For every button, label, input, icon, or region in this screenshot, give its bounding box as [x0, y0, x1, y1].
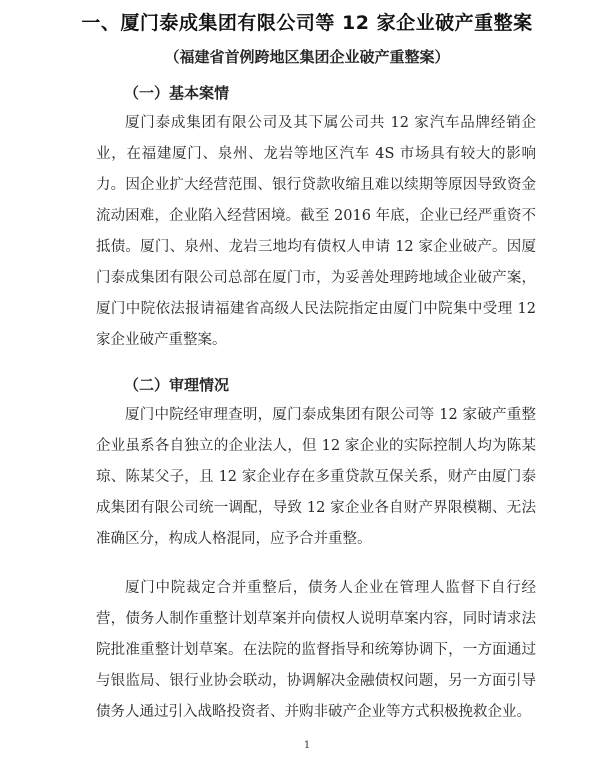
section-heading-trial: （二）审理情况 [124, 376, 230, 394]
paragraph-trial-findings: 厦门中院经审理查明，厦门泰成集团有限公司等 12 家破产重整企业虽系各自独立的企业法人，但 12 家企业的实际控制人均为陈某琼、陈某父子，且 12 家企业存在多重贷款互保关系，财产由厦门泰成集团有限公司统一调配，导致 12 家企业各自财产界限模糊、无法准确区分，构成人格混同，应予合并重整。 [96, 407, 536, 547]
section-heading-basic-facts: （一）基本案情 [124, 84, 230, 102]
page-number: 1 [303, 740, 311, 751]
paragraph-basic-facts: 厦门泰成集团有限公司及其下属公司共 12 家汽车品牌经销企业，在福建厦门、泉州、龙岩等地区汽车 4S 市场具有较大的影响力。因企业扩大经营范围、银行贷款收缩且难以续期等原因导致资金流动困难，企业陷入经营困境。截至 2016 年底，企业已经严重资不抵债。厦门、泉州、龙岩三地均有债权人申请 12 家企业破产。因厦门泰成集团有限公司总部在厦门市，为妥善处理跨地域企业破产案，厦门中院依法报请福建省高级人民法院指定由厦门中院集中受理 12 家企业破产重整案。 [96, 115, 536, 348]
document-title: 一、厦门泰成集团有限公司等 12 家企业破产重整案 [81, 12, 533, 34]
document-subtitle: （福建省首例跨地区集团企业破产重整案） [164, 48, 450, 66]
paragraph-trial-reorganization: 厦门中院裁定合并重整后，债务人企业在管理人监督下自行经营，债务人制作重整计划草案并向债权人说明草案内容，同时请求法院批准重整计划草案。在法院的监督指导和统筹协调下，一方面通过与银监局、银行业协会联动，协调解决金融债权问题，另一方面引导债务人通过引入战略投资者、并购非破产企业等方式积极挽救企业。 [96, 580, 536, 720]
